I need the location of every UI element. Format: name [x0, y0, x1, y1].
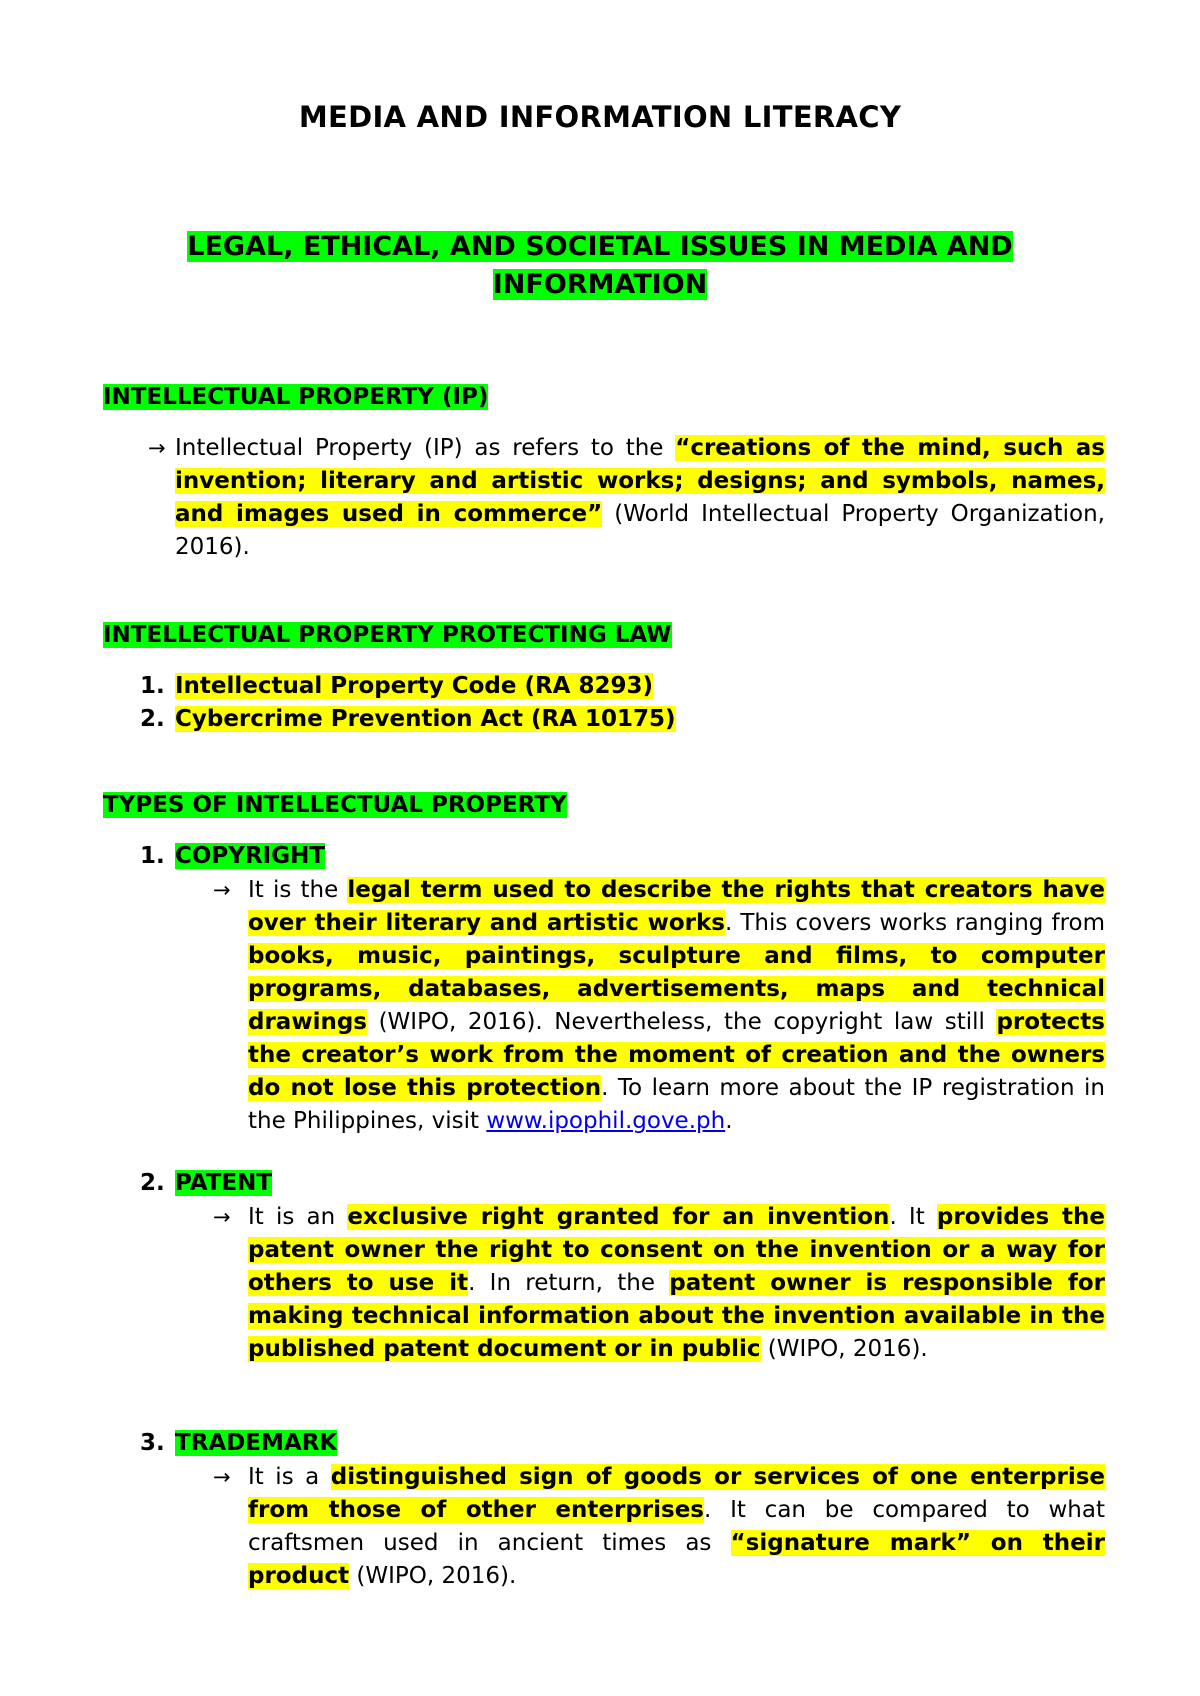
ip-definition-text: Intellectual Property (IP) as refers to the [175, 435, 676, 461]
types-heading-text: TYPES OF INTELLECTUAL PROPERTY [103, 792, 567, 818]
arrow-right-icon: → [148, 436, 166, 460]
law-item-1-number: 1. [140, 673, 165, 699]
ip-definition-highlight: “creations of the mind, such as invention; literary and artistic works; designs; and symbols, names, and images used in commerce” [175, 435, 1105, 527]
subtitle-line-2: INFORMATION [492, 269, 708, 300]
trademark-label: TRADEMARK [175, 1430, 338, 1456]
copyright-text-1: It is the [248, 877, 348, 903]
trademark-text-3: (WIPO, 2016). [349, 1563, 517, 1589]
trademark-highlight-1: distinguished sign of goods or services of one enterprise from those of other enterprises [248, 1464, 1105, 1523]
patent-description [248, 1201, 1105, 1366]
law-item-2-number: 2. [140, 706, 165, 732]
trademark-highlight-2: “signature mark” on their product [248, 1530, 1105, 1589]
trademark-text-1: It is a [248, 1464, 331, 1490]
arrow-right-icon: → [213, 1205, 231, 1229]
copyright-text-2: . This covers works ranging from [724, 910, 1105, 936]
law-item-2-label: Cybercrime Prevention Act (RA 10175) [175, 706, 676, 732]
copyright-text-3: (WIPO, 2016). Nevertheless, the copyright law still [367, 1009, 997, 1035]
copyright-text-4: . To learn more about the IP registration in the Philippines, visit [248, 1075, 1105, 1134]
trademark-text-2: . It can be compared to what craftsmen used in ancient times as [248, 1497, 1105, 1556]
types-heading [103, 790, 567, 820]
copyright-number: 1. [140, 843, 165, 869]
law-heading [103, 620, 672, 650]
patent-text-3: . In return, the [468, 1270, 670, 1296]
arrow-right-icon: → [213, 1465, 231, 1489]
ip-definition-source: (World Intellectual Property Organization, 2016). [175, 501, 1105, 560]
copyright-highlight-3: protects the creator’s work from the moment of creation and the owners do not lose this protection [248, 1009, 1105, 1101]
copyright-title [175, 840, 325, 873]
law-item-1 [175, 670, 653, 703]
ipophil-link[interactable]: www.ipophil.gove.ph [486, 1108, 726, 1134]
ip-heading [103, 382, 488, 412]
document-title: MEDIA AND INFORMATION LITERACY [298, 100, 902, 134]
copyright-description [248, 874, 1105, 1138]
patent-highlight-2: provides the patent owner the right to consent on the invention or a way for others to use it [248, 1204, 1106, 1296]
ip-definition [175, 432, 1105, 564]
trademark-number: 3. [140, 1430, 165, 1456]
subtitle-line-1: LEGAL, ETHICAL, AND SOCIETAL ISSUES IN MEDIA AND [187, 231, 1013, 262]
copyright-text-5: . [725, 1108, 733, 1134]
law-item-1-label: Intellectual Property Code (RA 8293) [175, 673, 654, 699]
arrow-right-icon: → [213, 878, 231, 902]
trademark-title [175, 1427, 337, 1460]
copyright-highlight-1: legal term used to describe the rights that creators have over their literary and artistic works [248, 877, 1105, 936]
patent-text-1: It is an [248, 1204, 348, 1230]
patent-highlight-3: patent owner is responsible for making technical information about the invention available in the published patent document or in public [248, 1270, 1105, 1362]
patent-text-2: . It [889, 1204, 937, 1230]
law-heading-text: INTELLECTUAL PROPERTY PROTECTING LAW [103, 622, 672, 648]
patent-label: PATENT [175, 1170, 273, 1196]
document-subtitle [150, 228, 1050, 304]
patent-highlight-1: exclusive right granted for an invention [347, 1204, 890, 1230]
trademark-description [248, 1461, 1105, 1593]
ip-heading-text: INTELLECTUAL PROPERTY (IP) [103, 384, 489, 410]
law-item-2 [175, 703, 676, 736]
patent-text-4: (WIPO, 2016). [760, 1336, 928, 1362]
patent-number: 2. [140, 1170, 165, 1196]
copyright-highlight-2: books, music, paintings, sculpture and films, to computer programs, databases, advertisements, maps and technical drawings [248, 943, 1105, 1035]
copyright-label: COPYRIGHT [175, 843, 326, 869]
patent-title [175, 1167, 272, 1200]
